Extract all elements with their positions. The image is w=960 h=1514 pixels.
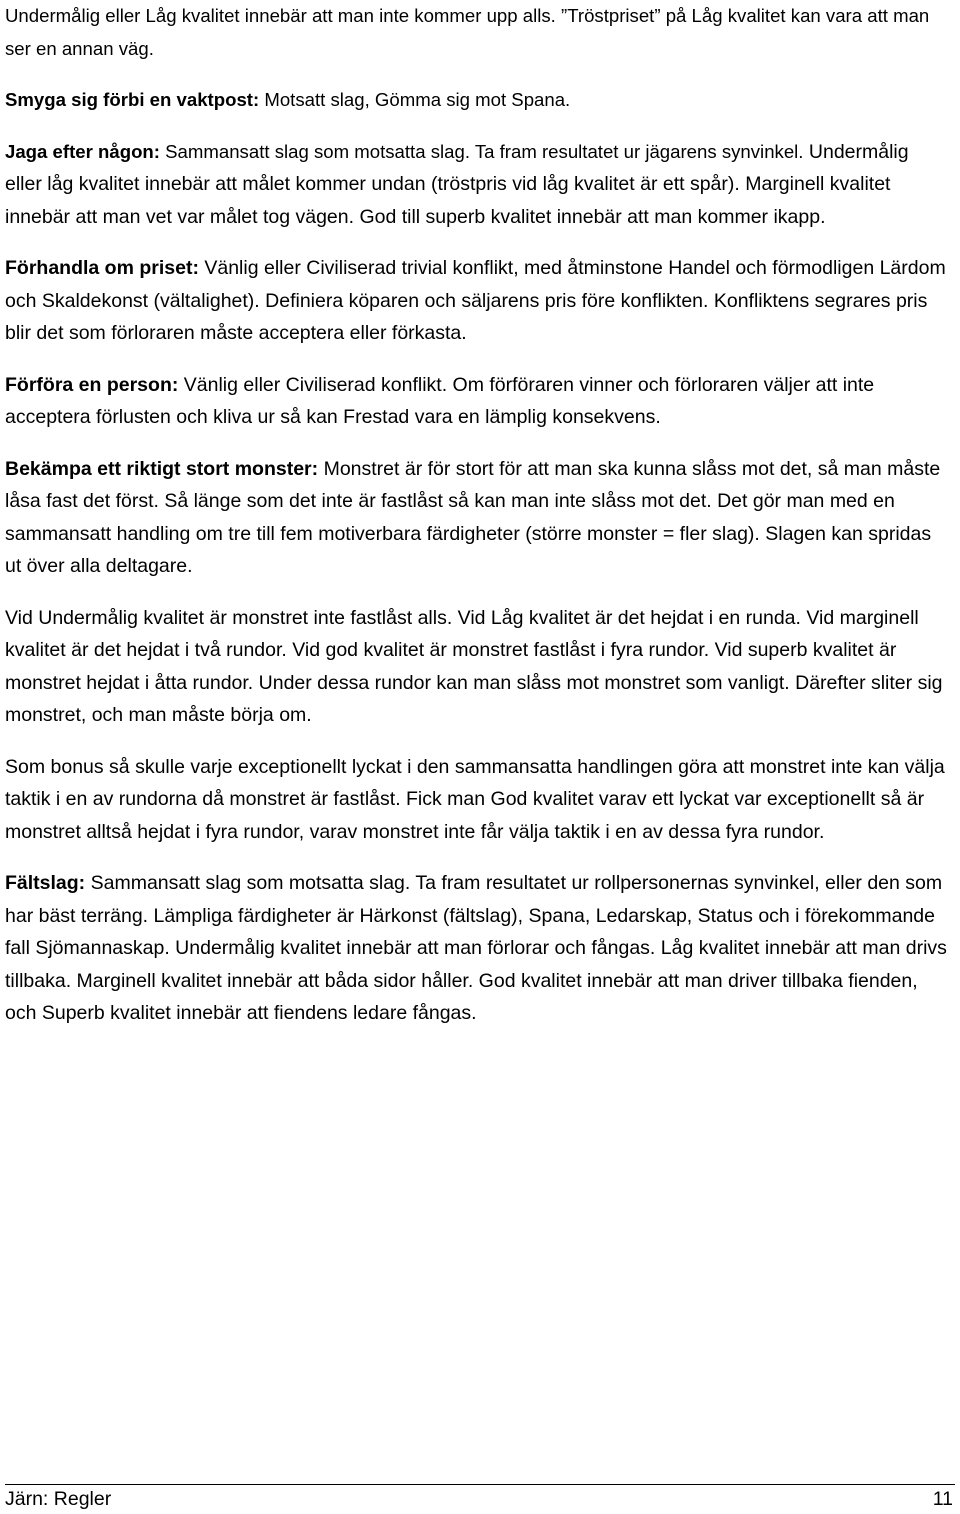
paragraph-heading: Fältslag: [5, 872, 86, 894]
paragraph-kvalitet-rundor [5, 602, 950, 732]
paragraph-faltslag [5, 867, 950, 1030]
paragraph-text: Sammansatt slag som motsatta slag. Ta fram resultatet ur rollpersonernas synvinkel, eller den som har bäst terräng. Lämpliga färdigheter är Härkonst (fältslag), Spana, Ledarskap, Status och i förekommande fall Sjömannaskap. Undermålig kvalitet innebär att man förlorar och fångas. Låg kvalitet innebär att man drivs tillbaka. Marginell kvalitet innebär att båda sidor håller. God kvalitet innebär att man driver tillbaka fienden, och Superb kvalitet innebär att fiendens ledare fångas. [5, 872, 947, 1024]
paragraph-text: Vänlig eller Civiliserad trivial konflikt, med åtminstone Handel och förmodligen Lärdom och Skaldekonst (vältalighet). Definiera köparen och säljarens pris före konflikten. Konfliktens segrares pris blir det som förloraren måste acceptera eller förkasta. [5, 257, 946, 344]
page-number: 11 [932, 1488, 953, 1510]
paragraph-text: Som bonus så skulle varje exceptionellt lyckat i den sammansatta handlingen göra att monstret inte kan välja taktik i en av rundorna då monstret är fastlåst. Fick man God kvalitet varav ett lyckat var exceptionellt så är monstret alltså hejdat i fyra rundor, varav monstret inte får välja taktik i en av dessa fyra rundor. [5, 755, 945, 843]
paragraph-jaga [5, 136, 950, 234]
paragraph-text: Undermålig eller Låg kvalitet innebär att man inte kommer upp alls. ”Tröstpriset” på Låg kvalitet kan vara att man ser en annan väg. [5, 5, 930, 59]
paragraph-text: Motsatt slag, Gömma sig mot Spana. [259, 89, 571, 110]
document-page [5, 0, 955, 1513]
paragraph-heading: Bekämpa ett riktigt stort monster: [5, 457, 319, 480]
paragraph-smyga [5, 84, 950, 117]
document-body [5, 0, 950, 1030]
paragraph-trostpris [5, 0, 950, 65]
paragraph-forfora [5, 369, 950, 434]
paragraph-bonus [5, 751, 950, 849]
paragraph-heading: Förhandla om priset: [5, 257, 199, 279]
paragraph-text: Vänlig eller Civiliserad konflikt. Om förföraren vinner och förloraren väljer att inte acceptera förlusten och kliva ur så kan Frestad vara en lämplig konsekvens. [5, 373, 875, 428]
paragraph-heading: Smyga sig förbi en vaktpost: [5, 89, 260, 110]
page-footer [5, 1484, 955, 1513]
paragraph-bekampa [5, 453, 950, 583]
paragraph-text: Undermålig eller låg kvalitet innebär att målet kommer undan (tröstpris vid låg kvalitet är ett spår). Marginell kvalitet innebär att man vet var målet tog vägen. God till superb kvalitet innebär att man kommer ikapp. [5, 140, 909, 228]
paragraph-text: Monstret är för stort för att man ska kunna slåss mot det, så man måste låsa fast det först. Så länge som det inte är fastlåst så kan man inte slåss mot det. Det gör man med en sammansatt handling om tre till fem motiverbara färdigheter (större monster = fler slag). Slagen kan spridas ut över alla deltagare. [5, 457, 941, 577]
paragraph-heading: Förföra en person: [5, 373, 179, 396]
paragraph-text: Vid Undermålig kvalitet är monstret inte fastlåst alls. Vid Låg kvalitet är det hejdat i en runda. Vid marginell kvalitet är det hejdat i två rundor. Vid god kvalitet är monstret fastlåst i fyra rundor. Vid superb kvalitet är monstret hejdat i åtta rundor. Under dessa rundor kan man slåss mot monstret som vanligt. Därefter sliter sig monstret, och man måste börja om. [5, 606, 943, 726]
paragraph-heading: Jaga efter någon: [5, 140, 160, 162]
footer-title: Järn: Regler [5, 1488, 112, 1510]
paragraph-forhandla [5, 252, 950, 350]
paragraph-text: Sammansatt slag som motsatta slag. Ta fram resultatet ur jägarens synvinkel. [159, 140, 804, 162]
